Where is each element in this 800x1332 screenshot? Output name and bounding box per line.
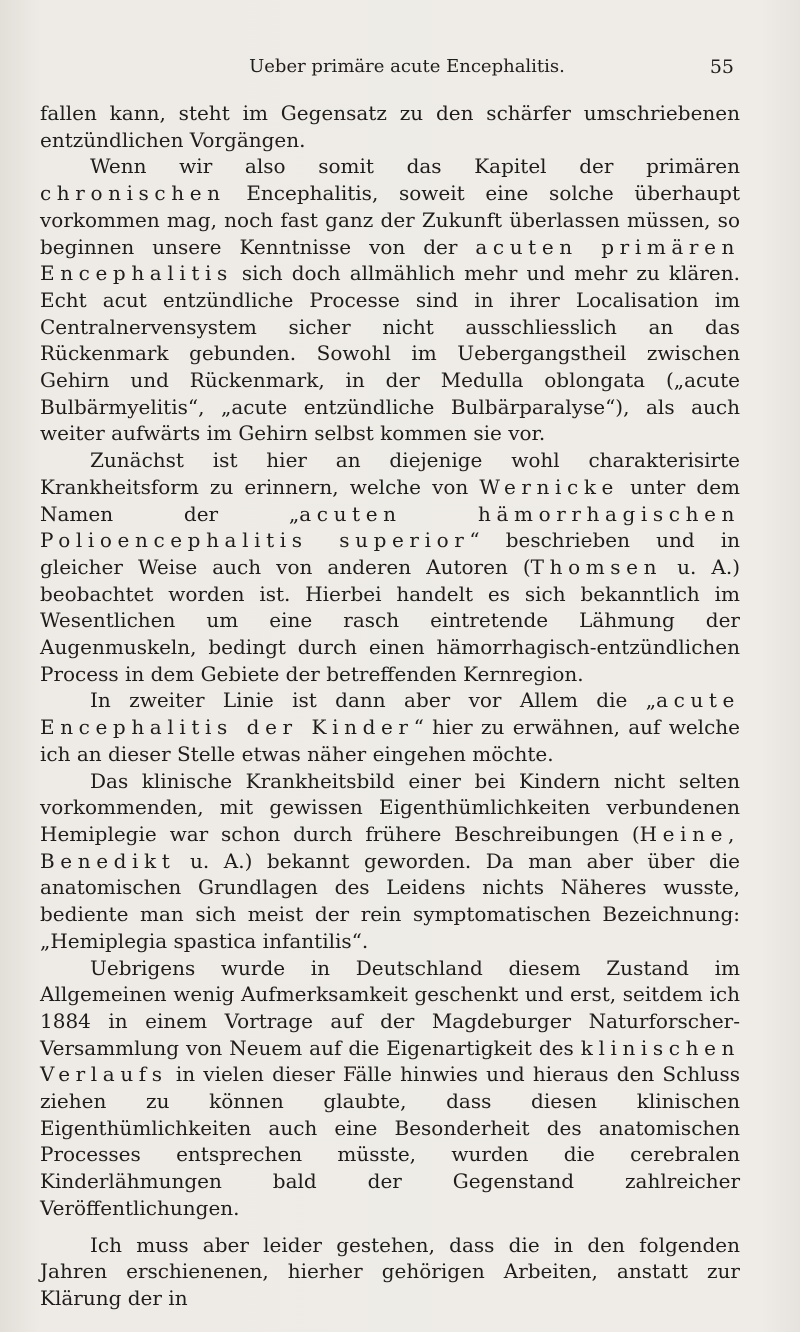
text-run: Ich muss aber leider gestehen, dass die in den folgenden Jahren erschienenen, hierher gehörigen Arbeiten, anstatt zur Klärung der in <box>40 1232 740 1310</box>
emphasized-text: acuten hämorrhagischen Polioencephalitis superior <box>40 501 740 553</box>
text-run: “ beschrieben und in gleicher Weise auch von anderen Autoren ( <box>40 528 740 579</box>
emphasized-text: Heine, Benedikt <box>40 821 740 873</box>
text-run: In zweiter Linie ist dann aber vor Allem die „ <box>90 688 657 713</box>
paragraph <box>40 768 740 955</box>
text-run: “ hier zu erwähnen, auf welche ich an dieser Stelle etwas näher eingehen möchte. <box>40 715 740 766</box>
emphasized-text: chronischen <box>40 181 226 206</box>
paragraph <box>40 100 740 153</box>
paragraph <box>40 687 740 767</box>
emphasized-text: acuten primären Encephalitis <box>40 234 740 286</box>
text-run: Wenn wir also somit das Kapitel der primären <box>90 154 740 179</box>
emphasized-text: Wernicke <box>479 474 619 499</box>
body-text <box>40 100 740 1312</box>
paragraph <box>40 447 740 687</box>
text-run: Das klinische Krankheitsbild einer bei Kindern nicht selten vorkommenden, mit gewissen Eigenthümlichkeiten verbundenen Hemiplegie war schon durch frühere Beschreibungen ( <box>40 768 740 846</box>
text-run: Zunächst ist hier an diejenige wohl charakterisirte Krankheitsform zu erinnern, welche von <box>40 448 740 499</box>
paragraph <box>40 1232 740 1312</box>
text-run: fallen kann, steht im Gegensatz zu den schärfer umschriebenen entzündlichen Vorgängen. <box>40 101 740 152</box>
text-run: sich doch allmählich mehr und mehr zu klären. Echt acut entzündliche Processe sind in ihrer Localisation im Centralnervensystem sicher nicht ausschliesslich an das Rückenmark gebunden. Sowohl im Uebergangstheil zwischen Gehirn und Rückenmark, in der Medulla oblongata („acute Bulbärmyelitis“, „acute entzündliche Bulbärparalyse“), als auch weiter aufwärts im Gehirn selbst kommen sie vor. <box>40 261 740 446</box>
paragraph <box>40 955 740 1222</box>
text-run: unter dem Namen der „ <box>40 474 740 526</box>
paragraph <box>40 153 740 447</box>
running-title: Ueber primäre acute Encephalitis. <box>249 56 565 77</box>
text-run: u. A.) beobachtet worden ist. Hierbei handelt es sich bekanntlich im Wesentlichen um eine rasch eintretende Lähmung der Augenmuskeln, bedingt durch einen hämorrhagisch-entzündlichen Process in dem Gebiete der betreffenden Kernregion. <box>40 554 740 686</box>
emphasized-text: Thomsen <box>530 554 663 579</box>
text-run: in vielen dieser Fälle hinwies und hieraus den Schluss ziehen zu können glaubte, dass diesen klinischen Eigenthümlichkeiten auch eine Besonderheit des anatomischen Processes entsprechen müsste, wurden die cerebralen Kinderlähmungen bald der Gegenstand zahlreicher Veröffentlichungen. <box>40 1062 740 1220</box>
emphasized-text: acute Encephalitis der Kinder <box>40 688 740 740</box>
page-header <box>40 56 734 82</box>
text-run: u. A.) bekannt geworden. Da man aber über die anatomischen Grundlagen des Leidens nichts Näheres wusste, bediente man sich meist der rein symptomatischen Bezeichnung: „Hemiplegia spastica infantilis“. <box>40 848 740 953</box>
text-run: Encephalitis, soweit eine solche überhaupt vorkommen mag, noch fast ganz der Zukunft überlassen müssen, so beginnen unsere Kenntnisse von der <box>40 181 740 259</box>
page-number: 55 <box>709 56 734 78</box>
text-run: Uebrigens wurde in Deutschland diesem Zustand im Allgemeinen wenig Aufmerksamkeit geschenkt und erst, seitdem ich 1884 in einem Vortrage auf der Magdeburger Naturforscher-Versammlung von Neuem auf die Eigenartigkeit des <box>40 955 740 1060</box>
emphasized-text: klinischen Verlaufs <box>40 1035 740 1087</box>
